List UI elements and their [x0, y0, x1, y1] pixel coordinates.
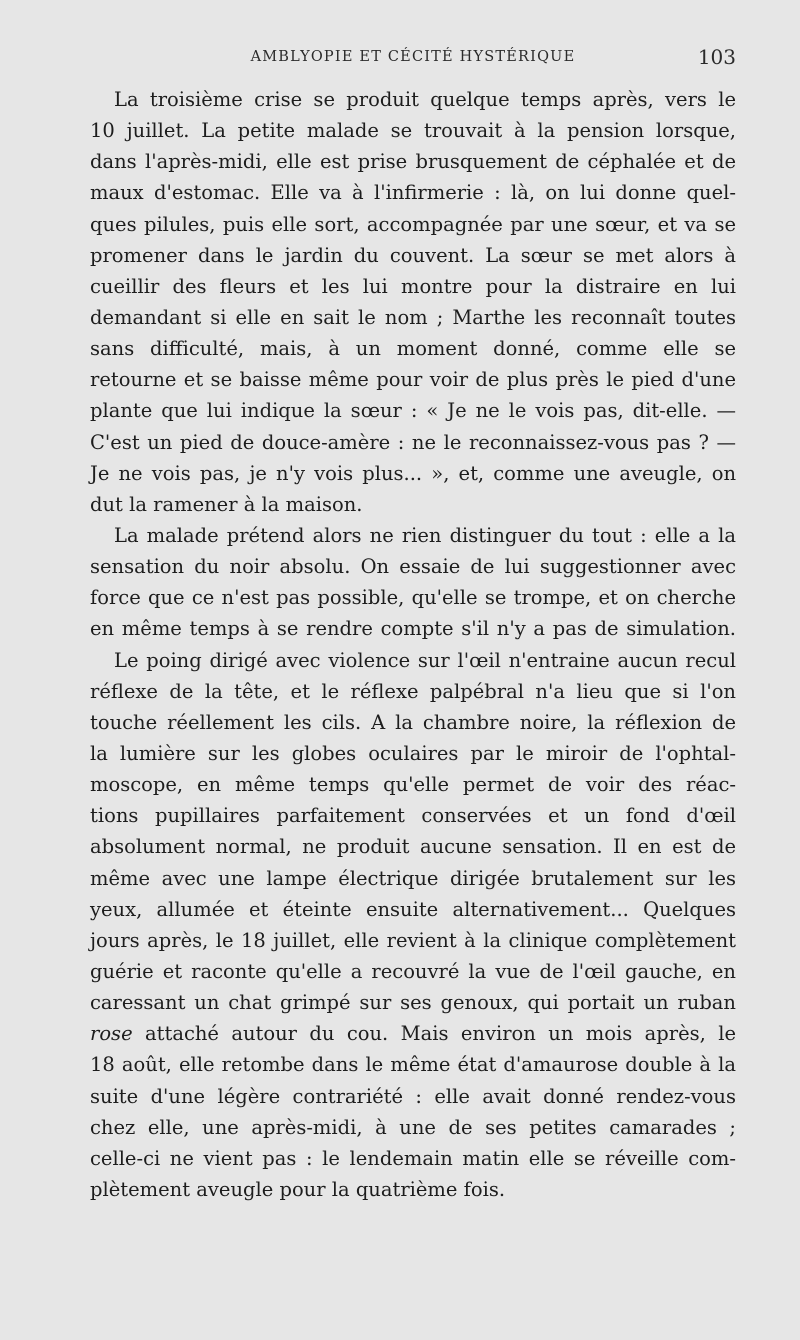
italic-word: rose [90, 1022, 133, 1046]
page-number: 103 [697, 45, 736, 69]
text-line: celle-ci ne vient pas : le lendemain matin elle se réveille com- [90, 1146, 736, 1170]
text-line: réflexe de la tête, et le réflexe palpébral n'a lieu que si l'on [90, 679, 736, 703]
text-line: la lumière sur les globes oculaires par le miroir de l'ophtal- [90, 741, 736, 765]
text-line: plètement aveugle pour la quatrième fois. [90, 1177, 506, 1201]
text-line: chez elle, une après-midi, à une de ses petites camarades ; [90, 1115, 736, 1139]
running-title: AMBLYOPIE ET CÉCITÉ HYSTÉRIQUE [250, 49, 576, 65]
text-line: dut la ramener à la maison. [90, 492, 363, 516]
text-line: 18 août, elle retombe dans le même état d'amaurose double à la [90, 1053, 736, 1077]
text-line: demandant si elle en sait le nom ; Marthe les reconnaît toutes [90, 305, 736, 329]
text-line: maux d'estomac. Elle va à l'infirmerie : là, on lui donne quel- [90, 181, 736, 205]
text-line: plante que lui indique la sœur : « Je ne le vois pas, dit-elle. — [90, 399, 736, 423]
text-line: touche réellement les cils. A la chambre noire, la réflexion de [90, 710, 736, 734]
text-line: en même temps à se rendre compte s'il n'y a pas de simulation. [90, 617, 736, 641]
text-line: 10 juillet. La petite malade se trouvait à la pension lorsque, [90, 119, 736, 143]
text-line: suite d'une légère contrariété : elle avait donné rendez-vous [90, 1084, 736, 1108]
text-line: retourne et se baisse même pour voir de plus près le pied d'une [90, 368, 736, 392]
text-line: absolument normal, ne produit aucune sensation. Il en est de [90, 835, 736, 859]
text-line: sans difficulté, mais, à un moment donné, comme elle se [90, 337, 736, 361]
text-line: caressant un chat grimpé sur ses genoux, qui portait un ruban [90, 991, 736, 1015]
text-line: Le poing dirigé avec violence sur l'œil n'entraine aucun recul [114, 648, 736, 672]
text-line: tions pupillaires parfaitement conservées et un fond d'œil [90, 804, 736, 828]
text-line: cueillir des fleurs et les lui montre pour la distraire en lui [90, 274, 736, 298]
text-line: force que ce n'est pas possible, qu'elle se trompe, et on cherche [90, 586, 736, 610]
text-line: C'est un pied de douce-amère : ne le reconnaissez-vous pas ? — [90, 430, 736, 454]
body-text [90, 84, 736, 1205]
text-line: sensation du noir absolu. On essaie de lui suggestionner avec [90, 555, 736, 579]
text-line: yeux, allumée et éteinte ensuite alternativement... Quelques [90, 897, 736, 921]
text-line: même avec une lampe électrique dirigée brutalement sur les [90, 866, 736, 890]
text-line: ques pilules, puis elle sort, accompagnée par une sœur, et va se [90, 212, 736, 236]
text-line: dans l'après-midi, elle est prise brusquement de céphalée et de [90, 150, 736, 174]
text-line-rest: attaché autour du cou. Mais environ un mois après, le [145, 1022, 736, 1046]
running-header [90, 45, 736, 75]
text-line: jours après, le 18 juillet, elle revient à la clinique complètement [90, 928, 736, 952]
text-line: La malade prétend alors ne rien distinguer du tout : elle a la [114, 523, 736, 547]
text-line: promener dans le jardin du couvent. La sœur se met alors à [90, 243, 736, 267]
text-line: moscope, en même temps qu'elle permet de voir des réac- [90, 773, 736, 797]
text-line-with-italic [90, 1018, 736, 1049]
text-line: guérie et raconte qu'elle a recouvré la vue de l'œil gauche, en [90, 959, 736, 983]
text-line: La troisième crise se produit quelque temps après, vers le [114, 88, 736, 111]
text-line: Je ne vois pas, je n'y vois plus... », et, comme une aveugle, on [90, 461, 736, 485]
